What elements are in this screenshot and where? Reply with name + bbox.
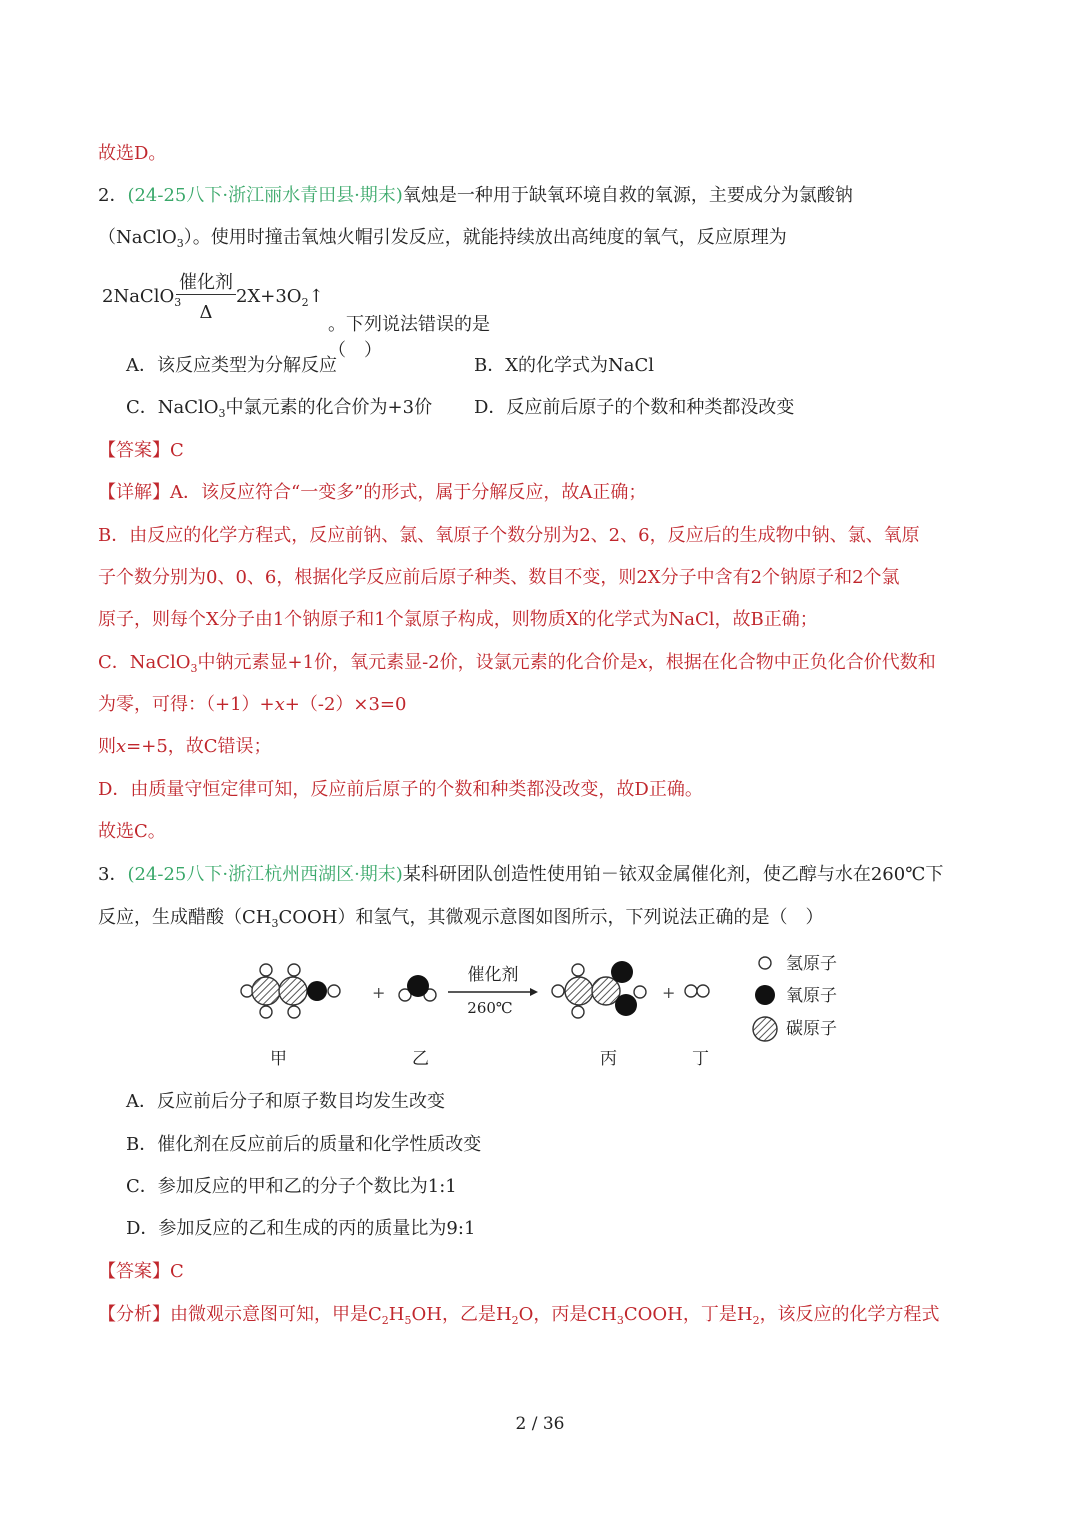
q3-microscopic-diagram [230,952,870,1072]
arrow-catalyst-label: 催化剂 [467,965,519,985]
hydrogen-molecule [685,985,709,997]
detail-c2c: +（-2）×3=0 [284,694,407,715]
analysis-text-5: COOH，丁是H [623,1304,753,1325]
q2-chemical-equation [102,268,522,361]
detail-label: 【详解】 [98,482,170,503]
q3-option-d: D．参加反应的乙和生成的丙的质量比为9:1 [126,1218,476,1239]
q2-answer [98,439,184,463]
legend-hydrogen-symbol [759,957,771,969]
q2-option-d: D．反应前后原子的个数和种类都没改变 [474,397,795,418]
answer-label: 【答案】 [98,440,170,461]
q3-stem-2b: COOH）和氢气，其微观示意图如图所示，下列说法正确的是（ ） [278,907,824,928]
analysis-text-4: O，丙是CH [518,1304,617,1325]
legend-oxygen-symbol [755,985,775,1005]
q2-option-c [126,397,432,418]
q2-option-a: A．该反应类型为分解反应 [126,355,337,376]
q3-analysis [98,1303,940,1327]
water-molecule [399,975,436,1001]
q2-detail-c3 [98,735,272,759]
label-ding: 丁 [692,1049,709,1069]
q2-options-row-1 [126,354,826,378]
q3-stem-line-1 [98,863,943,887]
q3-stem-line-2 [98,906,823,930]
q2-option-b: B．X的化学式为NaCl [474,355,655,376]
plus-sign-2: + [662,983,676,1002]
detail-c3a: 则 [98,736,116,757]
subscript: 3 [271,917,279,930]
detail-a-text: A．该反应符合“一变多”的形式，属于分解反应，故A正确； [170,482,647,503]
variable-x: x [116,736,127,757]
q3-stem-1: 某科研团队创造性使用铂－铱双金属催化剂，使乙醇与水在260℃下 [402,864,944,885]
q2-option-c-b: 中氯元素的化合价为+3价 [225,397,433,418]
subscript: 3 [190,662,198,675]
reaction-molecules-svg [230,952,870,1072]
answer-label: 【答案】 [98,1261,170,1282]
q2-number: 2． [98,185,128,206]
legend-carbon-symbol [753,1017,777,1041]
detail-c1a: C．NaClO [98,652,191,673]
q3-answer [98,1260,184,1284]
analysis-text-3: OH，乙是H [411,1304,512,1325]
detail-c1b: 中钠元素显+1价，氧元素显-2价，设氯元素的化合价是 [197,652,638,673]
detail-c1d: ，根据在化合物中正负化合价代数和 [647,652,936,673]
q3-option-a: A．反应前后分子和原子数目均发生改变 [126,1091,445,1112]
legend-oxygen-label: 氧原子 [786,986,837,1006]
analysis-text-1: 由微观示意图可知，甲是C [170,1304,382,1325]
subscript: 3 [176,237,184,250]
legend-carbon-label: 碳原子 [786,1019,837,1039]
equation-rhs-text: 2X+3O [236,286,302,307]
q3-number: 3． [98,864,128,885]
q2-detail-c2 [98,693,406,717]
q2-detail-a [98,481,646,505]
q2-stem-2a: （NaClO [98,227,177,248]
acetic-acid-molecule [552,961,646,1018]
subscript: 2 [511,1314,519,1327]
equation-products [236,286,324,307]
subscript: 2 [752,1314,760,1327]
q2-detail-d: D．由质量守恒定律可知，反应前后原子的个数和种类都没改变，故D正确。 [98,779,703,800]
variable-x: x [274,694,285,715]
subscript: 3 [616,1314,624,1327]
label-bing: 丙 [600,1049,617,1069]
q2-stem-2b: ）。使用时撞击氧烛火帽引发反应，就能持续放出高纯度的氧气，反应原理为 [183,227,787,248]
equation-tail: 。下列说法错误的是（ ） [328,314,490,361]
answer-value: C [170,1261,184,1282]
q2-source: (24-25八下·浙江丽水青田县·期末) [127,185,403,206]
label-jia: 甲 [270,1049,287,1069]
label-yi: 乙 [412,1049,429,1069]
answer-value: C [170,440,184,461]
subscript: 3 [218,407,226,420]
equation-arrow-bar [176,294,236,295]
reaction-arrow [448,988,538,996]
subscript: 3 [174,296,182,309]
q2-conclusion: 故选C。 [98,821,166,842]
q3-option-b: B．催化剂在反应前后的质量和化学性质改变 [126,1134,482,1155]
q2-detail-b3: 原子，则每个X分子由1个钠原子和1个氯原子构成，则物质X的化学式为NaCl，故B正确； [98,609,818,630]
variable-x: x [637,652,648,673]
q2-stem-line-2 [98,226,787,250]
arrow-temperature-label: 260℃ [467,999,513,1017]
plus-sign-1: + [372,983,386,1002]
q2-detail-b2: 子个数分别为0、0、6，根据化学反应前后原子种类、数目不变，则2X分子中含有2个钠原子和2个氯 [98,567,900,588]
q3-stem-2a: 反应，生成醋酸（CH [98,907,272,928]
subscript: 2 [381,1314,389,1327]
equation-catalyst: 催化剂 [179,272,233,293]
equation-lhs-text: 2NaClO [102,286,175,307]
analysis-label: 【分析】 [98,1304,170,1325]
subscript: 2 [301,296,309,309]
q2-detail-b1: B．由反应的化学方程式，反应前钠、氯、氧原子个数分别为2、2、6，反应后的生成物中钠、氯、氧原 [98,525,920,546]
analysis-text-2: H [388,1304,405,1325]
q2-detail-c1 [98,651,936,675]
detail-c2a: 为零，可得：（+1）+ [98,694,275,715]
analysis-text-6: ，该反应的化学方程式 [759,1304,940,1325]
subscript: 5 [404,1314,412,1327]
q2-stem-1: 氧烛是一种用于缺氧环境自救的氧源，主要成分为氯酸钠 [402,185,853,206]
legend [753,954,837,1041]
q3-option-c: C．参加反应的甲和乙的分子个数比为1:1 [126,1176,457,1197]
q2-options-row-2 [126,396,846,420]
previous-conclusion: 故选D。 [98,143,167,164]
page-number: 2 / 36 [515,1414,565,1434]
equation-heat-symbol: Δ [199,302,213,323]
q2-option-c-a: C．NaClO [126,397,219,418]
ethanol-molecule [241,964,340,1018]
q3-source: (24-25八下·浙江杭州西湖区·期末) [127,864,403,885]
detail-c3c: =+5，故C错误； [126,736,272,757]
q2-stem-line-1 [98,184,853,208]
gas-arrow: ↑ [308,286,324,307]
equation-reactant [102,286,181,307]
legend-hydrogen-label: 氢原子 [786,954,837,974]
